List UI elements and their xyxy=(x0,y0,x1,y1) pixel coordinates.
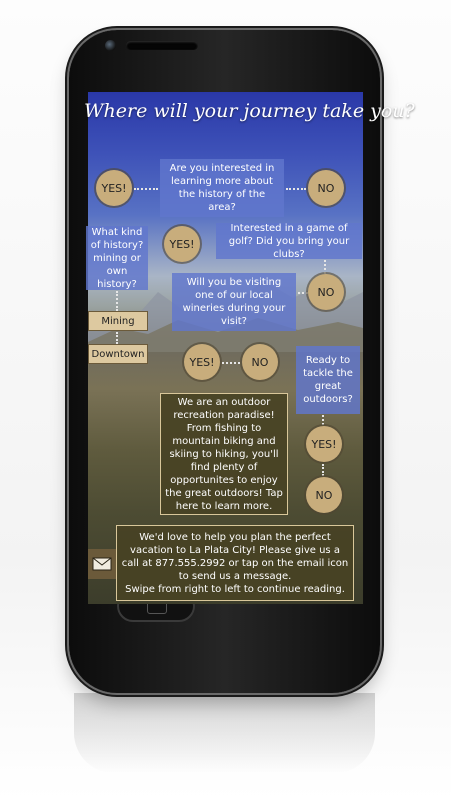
connector xyxy=(116,332,118,344)
yes-circle-outdoors[interactable]: YES! xyxy=(306,426,342,462)
option-mining[interactable]: Mining xyxy=(88,311,148,331)
connector xyxy=(134,188,158,190)
page-title: Where will your journey take you? xyxy=(84,100,415,122)
no-circle-outdoors[interactable]: NO xyxy=(306,477,342,513)
yes-circle-golf[interactable]: YES! xyxy=(164,226,200,262)
earpiece-speaker xyxy=(126,41,198,50)
no-circle-outdoors-branch[interactable]: NO xyxy=(242,344,278,380)
question-wineries[interactable]: Will you be visiting one of our local wineries during your visit? xyxy=(172,273,296,331)
contact-text: We'd love to help you plan the perfect vacation to La Plata City! Please give us a call at 877.555.2992 or tap on the email icon to send us a message. xyxy=(121,531,349,582)
yes-circle-wineries[interactable]: YES! xyxy=(184,344,220,380)
outdoor-info-box[interactable]: We are an outdoor recreation paradise! From fishing to mountain biking and skiing to hiking, you'll find plenty of opportunites to enjoy the great outdoors! Tap here to learn more. xyxy=(160,393,288,515)
front-camera xyxy=(105,40,116,51)
no-circle-wineries[interactable]: NO xyxy=(308,274,344,310)
yes-circle-history[interactable]: YES! xyxy=(96,170,132,206)
connector xyxy=(298,292,308,294)
connector xyxy=(286,188,306,190)
connector xyxy=(222,362,240,364)
connector xyxy=(322,464,324,476)
question-golf[interactable]: Interested in a game of golf? Did you bring your clubs? xyxy=(216,223,362,259)
swipe-hint: Swipe from right to left to continue reading. xyxy=(125,583,345,595)
envelope-icon xyxy=(92,557,112,571)
email-button[interactable] xyxy=(88,549,116,579)
question-history-kind[interactable]: What kind of history? mining or own history? xyxy=(86,226,148,290)
connector xyxy=(324,260,326,274)
app-screen xyxy=(84,92,415,604)
no-circle-history[interactable]: NO xyxy=(308,170,344,206)
phone-reflection xyxy=(74,693,375,773)
connector xyxy=(116,291,118,311)
contact-info-box[interactable] xyxy=(116,525,354,601)
option-downtown[interactable]: Downtown xyxy=(88,344,148,364)
question-outdoors[interactable]: Ready to tackle the great outdoors? xyxy=(296,346,360,414)
question-history[interactable]: Are you interested in learning more about the history of the area? xyxy=(160,159,284,217)
